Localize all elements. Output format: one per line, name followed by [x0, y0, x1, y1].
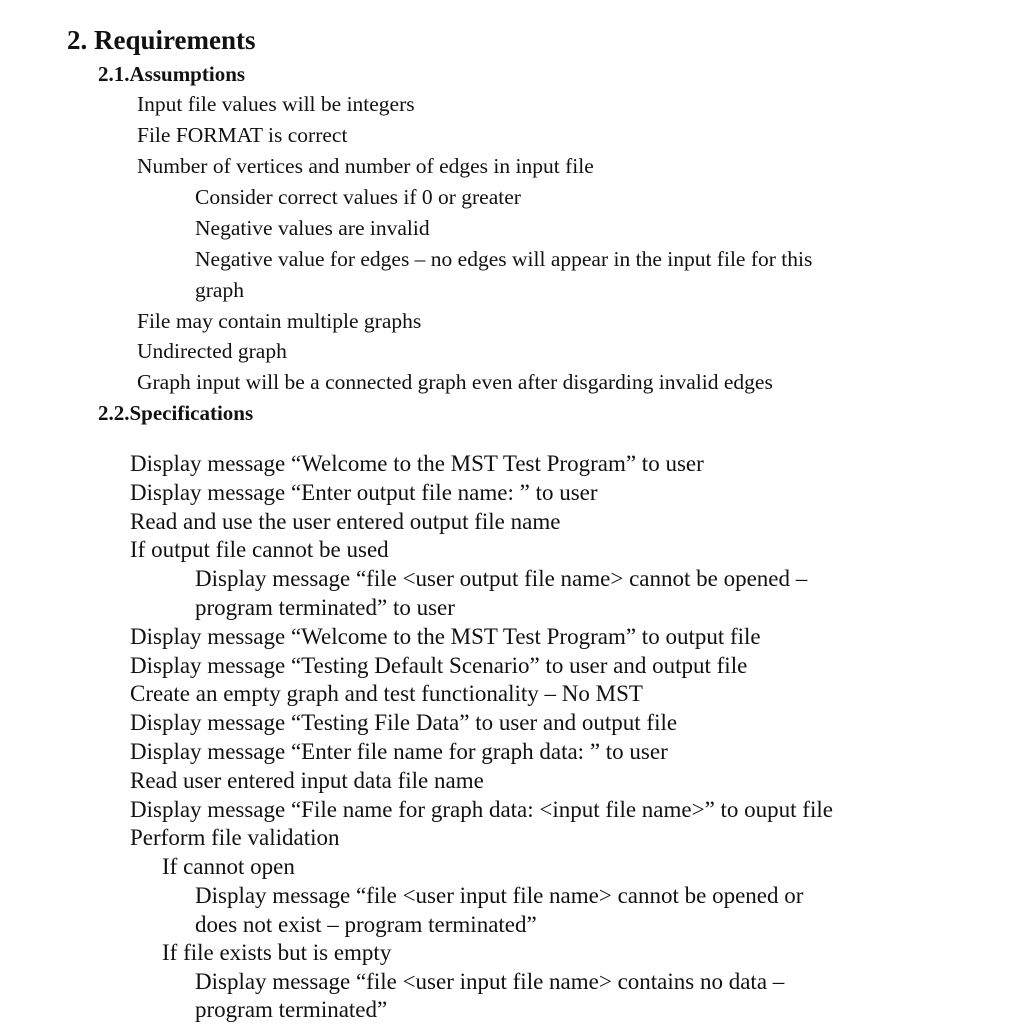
subsection-number: 2.2. [98, 401, 130, 425]
specification-subitem: Display message “file <user output file name> cannot be opened – [195, 566, 808, 591]
specification-item: Display message “Welcome to the MST Test Program” to output file [130, 624, 761, 649]
subsection-heading-specifications [98, 403, 253, 424]
assumption-subitem: graph [195, 278, 244, 302]
section-number: 2. [67, 25, 88, 55]
specification-subitem: Display message “file <user input file name> cannot be opened or [195, 883, 804, 908]
specification-subitem: Display message “file <user input file name> contains no data – [195, 969, 785, 994]
assumption-item: Graph input will be a connected graph even after disgarding invalid edges [137, 370, 773, 394]
specification-subitem: does not exist – program terminated” [195, 912, 537, 937]
assumption-item: Number of vertices and number of edges in input file [137, 154, 594, 178]
specification-item: Display message “File name for graph data: <input file name>” to ouput file [130, 797, 833, 822]
specification-condition: If file exists but is empty [162, 940, 392, 965]
specification-item: Perform file validation [130, 825, 340, 850]
specification-condition: If cannot open [162, 854, 295, 879]
specification-item: Create an empty graph and test functionality – No MST [130, 681, 643, 706]
subsection-title: Specifications [129, 401, 254, 425]
specification-item: Display message “Welcome to the MST Test Program” to user [130, 451, 704, 476]
assumption-item: File may contain multiple graphs [137, 309, 422, 333]
assumption-item: Input file values will be integers [137, 92, 415, 116]
specification-item: Display message “Enter output file name: ” to user [130, 480, 598, 505]
subsection-heading-assumptions [98, 64, 245, 85]
assumption-subitem: Negative values are invalid [195, 216, 430, 240]
specification-item: Read user entered input data file name [130, 768, 484, 793]
specification-item: Display message “Enter file name for graph data: ” to user [130, 739, 668, 764]
subsection-title: Assumptions [129, 62, 246, 86]
section-heading [67, 27, 256, 54]
assumption-subitem: Negative value for edges – no edges will appear in the input file for this [195, 247, 813, 271]
specification-item: Read and use the user entered output file name [130, 509, 561, 534]
specification-item: If output file cannot be used [130, 537, 389, 562]
section-title: Requirements [94, 25, 256, 55]
assumption-item: File FORMAT is correct [137, 123, 348, 147]
specification-item: Display message “Testing File Data” to user and output file [130, 710, 678, 735]
specification-subitem: program terminated” to user [195, 595, 455, 620]
specification-item: Display message “Testing Default Scenario” to user and output file [130, 653, 748, 678]
subsection-number: 2.1. [98, 62, 130, 86]
assumption-subitem: Consider correct values if 0 or greater [195, 185, 521, 209]
specification-subitem: program terminated” [195, 997, 388, 1022]
assumption-item: Undirected graph [137, 339, 287, 363]
